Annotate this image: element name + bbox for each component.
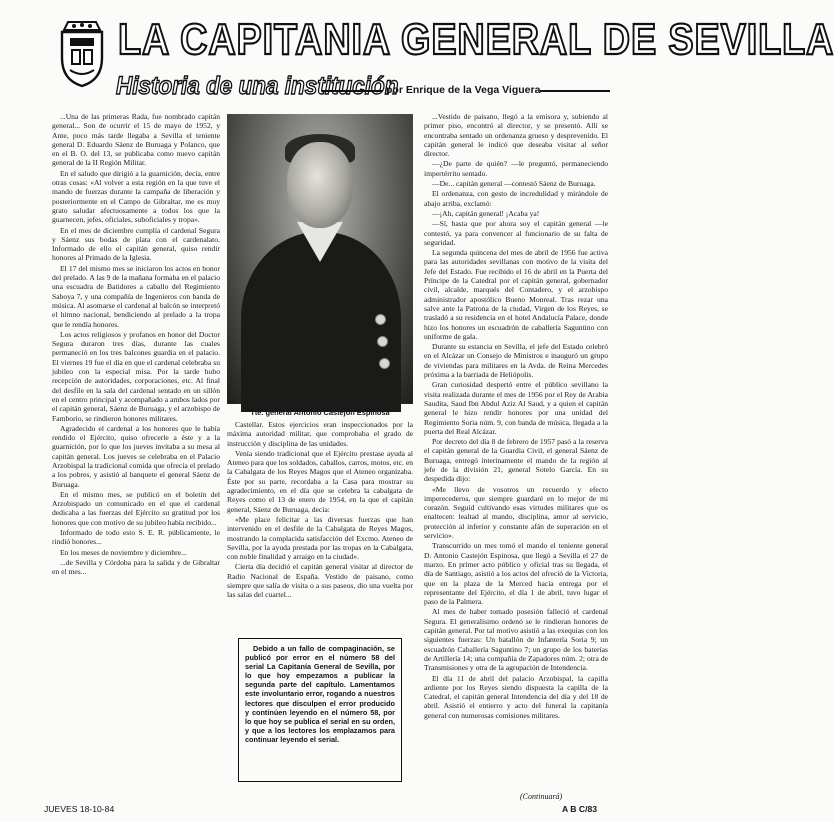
paragraph: El 17 del mismo mes se iniciaron los actos en honor del prelado. A las 9 de la mañana formaba en el palacio una escuadra de Batidores a caballo del Regimiento Saboya 7, y una compañía de Ingenieros con banda de música. Al asomarse el cardenal al balcón se interpretó el himno nacional, bendiciendo al prelado a la tropa que le rendía honores. [52, 263, 220, 329]
paragraph: Informado de todo esto S. E. R. públicamente, le rindió honores... [52, 528, 220, 547]
paragraph: —¿De parte de quién? —le preguntó, permaneciendo impertérrito sentado. [424, 159, 608, 178]
erratum-box [238, 638, 402, 782]
article-column-right [424, 112, 608, 792]
paragraph: Los actos religiosos y profanos en honor del Doctor Segura duraron tres días, durante las cuales permaneció en los tres balcones guardia en el palacio. El viernes 19 fue el día en que el cardenal celebraba su jubileo con la especial misa. Por la tarde hubo recepción de autoridades, corporaciones, etc. Al final del desfile en la sala del cardenal sentado en un sillón en el centro principal y acompañado a ambos lados por el capitán general, Sáenz de Buruaga, y el arzobispo de Famborio, se rindieron honores militares. [52, 329, 220, 423]
paragraph: Durante su estancia en Sevilla, el jefe del Estado celebró en el Alcázar un Consejo de Ministros e inauguró un grupo de viviendas para militares en la Avda. de Reina Mercedes próxima a la barriada de Heliópolis. [424, 342, 608, 380]
paragraph: El día 11 de abril del palacio Arzobispal, la capilla ardiente por los Reyes siendo dispuesta la capilla de la Catedral, el capitán general Intendencia del día y del 18 de abril. Asistió el entierro y acto del funeral la capitanía general con numerosas comisiones militares. [424, 673, 608, 720]
paragraph: Transcurrido un mes tomó el mando el teniente general D. Antonio Castejón Espinosa, que llegó a Sevilla el 27 de marzo. En primer acto público y oficial tras su llegada, el día de Santiago, asistió a los actos del ofreció de la Victoria, que en la plaza de la Merced hacía entrega por el representante del Ejército, el día 1 de abril, tuvo lugar el paso de la Palmera. [424, 541, 608, 607]
paragraph: ...Vestido de paisano, llegó a la emisora y, subiendo al primer piso, encontró al director, y se presentó. Allí se encontraba sentado un ordenanza grueso y desprevenido. El capitán general le indicó que deseaba visitar al señor director. [424, 112, 608, 159]
continued-label: (Continuará) [520, 792, 563, 801]
paragraph: ...Una de las primeras Rada, fue nombrado capitán general... Son de ocurrir el 15 de mayo de 1952, y Ante, poco más tarde llegaba a Sevilla el teniente general D. Eduardo Sáenz de Buruaga y Polanco, que en el B. O. del 13, se publicaba como nuevo capitán general de la II Región Militar. [52, 112, 220, 168]
paragraph: La segunda quincena del mes de abril de 1956 fue activa para las autoridades sevillanas con motivo de la visita del Jefe del Estado. Fue recibido el 16 de abril en la Puerta del Príncipe de la Catedral por el capitán general, gobernador civil, alcalde, marqués del Contadero, y el arzobispo administrador apostólico Bueno Monreal. Tras rezar una salve ante la Patrona de la ciudad, Virgen de los Reyes, se trasladó a su residencia en el hotel Andalucía Palace, donde hizo los honores un escuadrón de caballería Saguntino con uniforme de gala. [424, 248, 608, 341]
paragraph: En el saludo que dirigió a la guarnición, decía, entre otras cosas: «Al volver a esta región en la que tuve el mando de fuerzas durante la campaña de liberación y posteriormente en el Campo de Gibraltar, me es muy grato saludar afectuosamente a todos los que la guarnecen, jefes, oficiales, suboficiales y tropa». [52, 168, 220, 225]
medal-icon [377, 336, 388, 347]
paragraph: En el mes de diciembre cumplía el cardenal Segura y Sáenz sus bodas de plata con el cardenalato. Informado de ello el capitán general, quiso rendir honores al Primado de la Iglesia. [52, 225, 220, 263]
paragraph: Gran curiosidad despertó entre el público sevillano la visita realizada durante el mes de 1956 por el Rey de Arabia Saudita, Saud Ibn Abdul Aziz Al Saud, y a quien el capitán general le hizo rendir honores por una unidad del Regimiento Soria núm. 9, con banda de música, llegada a la puerta del Real Alcázar. [424, 380, 608, 436]
paragraph: Castellar. Estos ejercicios eran inspeccionados por la máxima autoridad militar, que comprobaba el grado de instrucción y disciplina de las unidades. [227, 420, 413, 448]
coat-of-arms-icon [54, 18, 110, 88]
paragraph: ...de Sevilla y Córdoba para la salida y de Gibraltar en el mes... [52, 557, 220, 577]
paragraph: Al mes de haber tomado posesión falleció el cardenal Segura. El generalísimo ordenó se le rindieran honores de capitán general. Por tal motivo asistió a las exequias con los siguientes fuerzas: Un batallón de Infantería Soria 9; un escuadrón Caballería Saguntino 7; un grupo de los baterías de Artillería 14; una compañía de Zapadores núm. 2; otra de Transmisiones y otra de la agrupación de Intendencia. [424, 607, 608, 673]
paragraph: Cierta día decidió el capitán general visitar al director de Radio Nacional de España. Vestido de paisano, como siempre que salía de visita o a sus paseos, dio una vuelta por las salas del cuartel... [227, 562, 413, 600]
author-byline: por Enrique de la Vega Viguera [386, 84, 541, 96]
paragraph: Por decreto del día 8 de febrero de 1957 pasó a la reserva el capitán general de la Guardia Civil, el general Sáenz de Buruaga, entregó interinamente el mando de la región al jefe de la división 21, general Sotelo García. En su despedida dijo: [424, 437, 608, 484]
footer-page-number: A B C/83 [562, 804, 598, 814]
photo-caption: Tte. general Antonio Castejón Espinosa [250, 408, 390, 417]
medal-icon [379, 358, 390, 369]
article-column-middle [227, 420, 413, 626]
paragraph: En los meses de noviembre y diciembre... [60, 547, 187, 557]
portrait-photo [227, 114, 413, 404]
photo-face [287, 142, 353, 228]
erratum-text: Debido a un fallo de compaginación, se publicó por error en el número 58 del serial La Capitanía General de Sevilla, por lo que hoy empezamos a publicar la segunda parte del capítulo. Lamentamos este involuntario error, rogando a nuestros lectores que disculpen el error producido y continúen leyendo en el número 58, por lo que hoy se publica el serial en su orden, y que a los lectores los emplazamos para continuar leyendo el serial. [245, 644, 395, 744]
paragraph: El ordenanza, con gesto de incredulidad y mirándole de abajo arriba, exclamó: [424, 189, 608, 208]
subtitle-rule [322, 90, 382, 92]
article-subtitle: Historia de una institución [116, 72, 399, 100]
paragraph: —De... capitán general —contestó Sáenz de Buruaga. [432, 179, 596, 189]
paragraph: «Me place felicitar a las diversas fuerzas que han intervenido en el desfile de la Cabalgata de Reyes Magos, mostrando la complacida satisfacción del Excmo. Ateneo de Sevilla, por la ayuda prestada por las tropas en la Cabalgata, con noble finalidad y arraigo en la ciudad». [227, 514, 413, 562]
medal-icon [375, 314, 386, 325]
paragraph: Venía siendo tradicional que el Ejército prestase ayuda al Ateneo para que los soldados, caballos, carros, motos, etc. en la Cabalgata de los Reyes Magos que el Ateneo organizaba. Éste por su parte, recordaba a la Casa para mostrar su agradecimiento, en el día que se celebra la cabalgata de Reyes como el 13 de enero de 1954, en la que el capitán general, Sáenz de Buruaga, decía: [227, 448, 413, 514]
paragraph: «Me llevo de vosotros un recuerdo y efecto imperecederos, que siempre guardaré en lo mejor de mi corazón. Seguid cultivando esas virtudes militares que os enaltecen: lealtad al mando, disciplina, amor al servicio, protección al inferior y constante afán de superación en el servicio». [424, 484, 608, 541]
byline-rule [540, 90, 610, 92]
article-column-left [52, 112, 220, 758]
paragraph: —Sí, basta que por ahora soy el capitán general —le contestó, ya para convencer al funcionario de su falta de seguridad. [424, 219, 608, 247]
paragraph: Agradecido el cardenal a los honores que le había rendido el Ejército, quiso ofrecerle a éste y a la guarnición, por lo que los jueves invitaba a su mesa al capitán general. Los jueves se celebraba en el Palacio Arzobispal la tradicional comida que ofrecía el prelado a los pobres, y asistió al banquete el general Sáenz de Buruaga. [52, 423, 220, 489]
paragraph: En el mismo mes, se publicó en el boletín del Arzobispado un comunicado en el que el cardenal dedicaba a las fuerzas del Ejército su gratitud por los honores que con motivo de su jubileo había recibido... [52, 489, 220, 527]
article-headline: LA CAPITANIA GENERAL DE SEVILLA [118, 15, 834, 64]
paragraph: —¡Ah, capitán general! ¡Acaba ya! [432, 208, 540, 218]
footer-date: JUEVES 18-10-84 [44, 804, 115, 814]
